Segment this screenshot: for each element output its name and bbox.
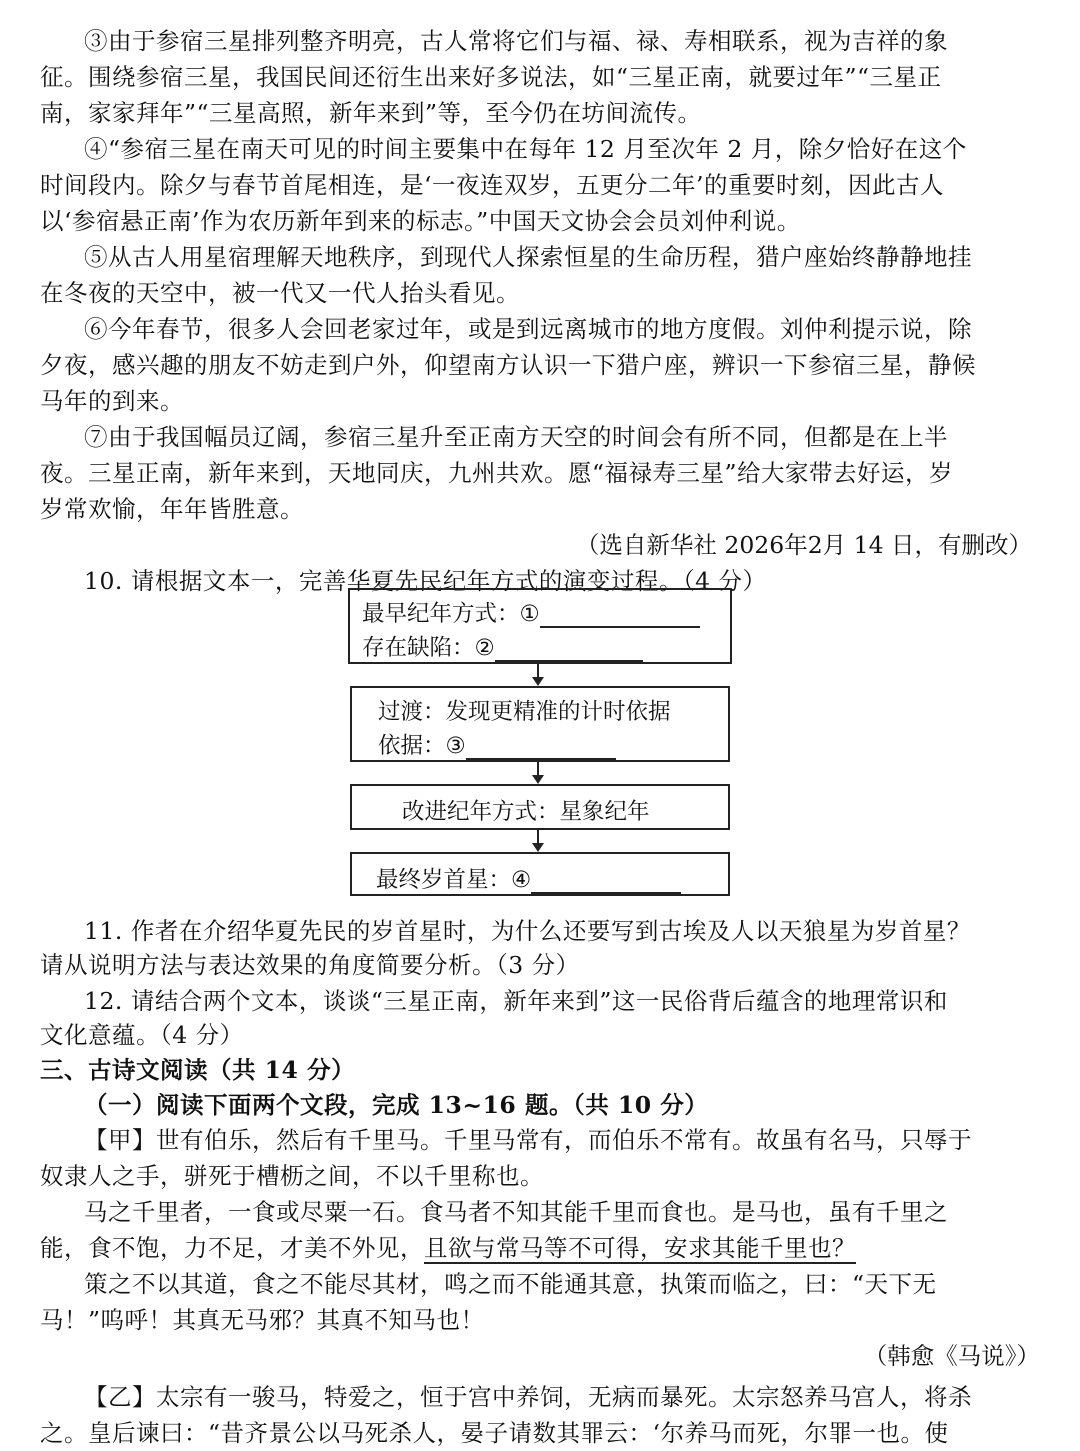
text-line [40, 1229, 856, 1263]
text-line: ⑥今年春节，很多人会回老家过年，或是到远离城市的地方度假。刘仲利提示说，除 [84, 315, 972, 343]
answer-blank-2[interactable] [495, 638, 643, 662]
source-citation: （选自新华社 2026年2月 14 日，有删改） [575, 531, 1032, 559]
question-10: 10. 请根据文本一，完善华夏先民纪年方式的演变过程。（4 分） [84, 567, 767, 595]
box2-label-1: 过渡：发现更精准的计时依据 [378, 699, 671, 725]
flow-arrow [537, 830, 539, 850]
text-line: 【甲】世有伯乐，然后有千里马。千里马常有，而伯乐不常有。故虽有名马，只辱于 [84, 1126, 972, 1154]
text-line: ③由于参宿三星排列整齐明亮，古人常将它们与福、禄、寿相联系，视为吉祥的象 [84, 27, 948, 55]
text-line: 马年的到来。 [40, 387, 184, 415]
text-line: ⑤从古人用星宿理解天地秩序，到现代人探索恒星的生命历程，猎户座始终静静地挂 [84, 243, 972, 271]
flow-arrow [537, 762, 539, 782]
answer-blank-4[interactable] [531, 870, 681, 894]
text-line: 征。围绕参宿三星，我国民间还衍生出来好多说法，如“三星正南，就要过年”“三星正 [40, 63, 942, 91]
text-line: 马！”呜呼！其真无马邪？其真不知马也！ [40, 1306, 485, 1334]
section-title: 三、古诗文阅读（共 14 分） [40, 1056, 356, 1084]
text-line: 岁常欢愉，年年皆胜意。 [40, 495, 304, 523]
underlined-sentence: 且欲与常马等不可得，安求其能千里也？ [424, 1234, 856, 1262]
text-line: 夜。三星正南，新年来到，天地同庆，九州共欢。愿“福禄寿三星”给大家带去好运，岁 [40, 459, 954, 487]
question-11: 11. 作者在介绍华夏先民的岁首星时，为什么还要写到古埃及人以天狼星为岁首星？ [84, 917, 971, 945]
flow-box-3 [350, 784, 730, 830]
box3-label: 改进纪年方式：星象纪年 [402, 799, 650, 825]
box4-label: 最终岁首星：④ [376, 867, 532, 893]
text-line: ⑦由于我国幅员辽阔，参宿三星升至正南方天空的时间会有所不同，但都是在上半 [84, 423, 948, 451]
question-11-cont: 请从说明方法与表达效果的角度简要分析。（3 分） [40, 951, 580, 979]
text-line: 在冬夜的天空中，被一代又一代人抬头看见。 [40, 279, 520, 307]
source-citation: （韩愈《马说》） [863, 1342, 1040, 1370]
box1-label-1: 最早纪年方式：① [362, 601, 540, 627]
answer-blank-3[interactable] [466, 736, 616, 760]
box2-label-2: 依据：③ [378, 733, 466, 759]
question-12-cont: 文化意蕴。（4 分） [40, 1021, 244, 1049]
text-line: 以‘参宿悬正南’作为农历新年到来的标志。”中国天文协会会员刘仲利说。 [40, 207, 801, 235]
question-12: 12. 请结合两个文本，谈谈“三星正南，新年来到”这一民俗背后蕴含的地理常识和 [84, 987, 948, 1015]
text-line: 时间段内。除夕与春节首尾相连，是‘一夜连双岁，五更分二年’的重要时刻，因此古人 [40, 171, 944, 199]
text-line: 策之不以其道，食之不能尽其材，鸣之而不能通其意，执策而临之，曰：“天下无 [84, 1270, 937, 1298]
text-line: ④“参宿三星在南天可见的时间主要集中在每年 12 月至次年 2 月，除夕恰好在这个 [84, 135, 967, 163]
subsection-title: （一）阅读下面两个文段，完成 13~16 题。（共 10 分） [84, 1091, 709, 1119]
text-line: 夕夜，感兴趣的朋友不妨走到户外，仰望南方认识一下猎户座，辨识一下参宿三星，静候 [40, 351, 976, 379]
text-line: 【乙】太宗有一骏马，特爱之，恒于宫中养饲，无病而暴死。太宗怒养马宫人，将杀 [84, 1383, 972, 1411]
answer-blank-1[interactable] [540, 604, 700, 628]
flow-box-2 [350, 686, 730, 762]
flow-box-1 [348, 588, 732, 664]
text-line: 南，家家拜年”“三星高照，新年来到”等，至今仍在坊间流传。 [40, 99, 702, 127]
box1-label-2: 存在缺陷：② [362, 635, 495, 661]
text-line: 奴隶人之手，骈死于槽枥之间，不以千里称也。 [40, 1162, 544, 1190]
flow-box-4 [350, 852, 730, 896]
flow-arrow [537, 664, 539, 684]
text-segment: 能，食不饱，力不足，才美不外见， [40, 1234, 424, 1262]
text-line: 之。皇后谏曰：“昔齐景公以马死杀人，晏子请数其罪云：‘尔养马而死，尔罪一也。使 [40, 1419, 949, 1447]
text-line: 马之千里者，一食或尽粟一石。食马者不知其能千里而食也。是马也，虽有千里之 [84, 1198, 948, 1226]
